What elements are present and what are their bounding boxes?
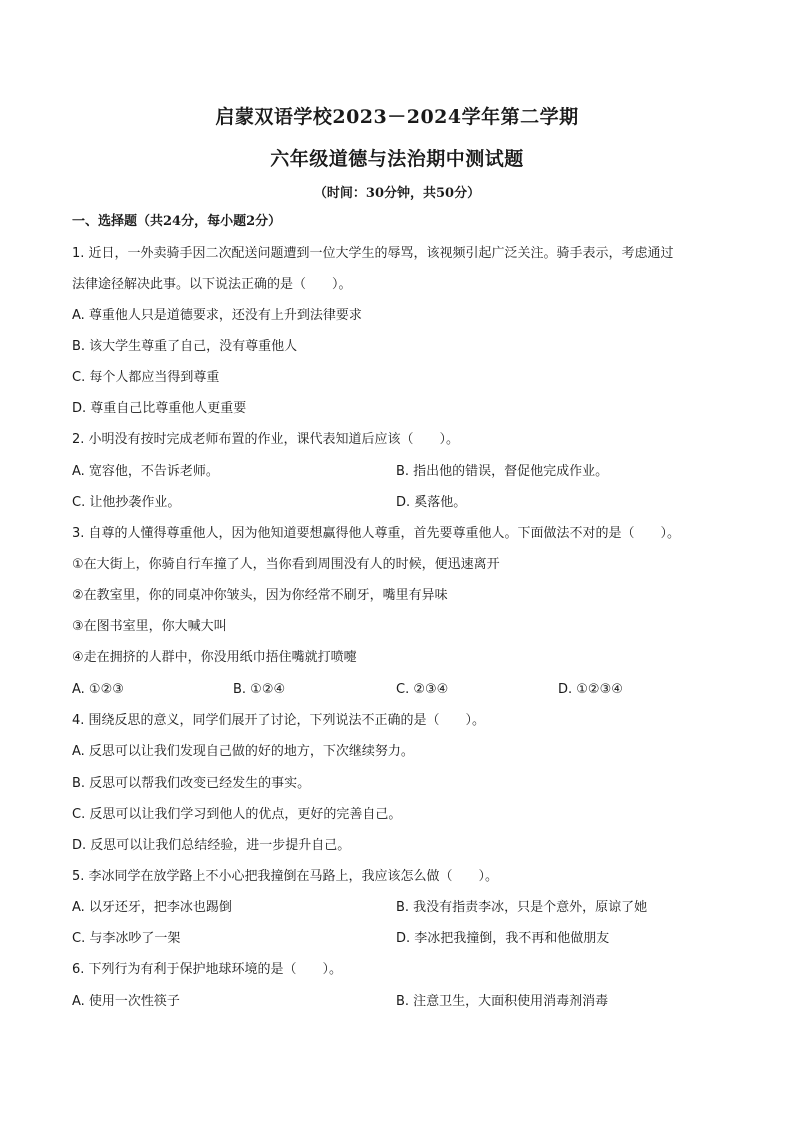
q1-stem-line2: 法律途径解决此事。以下说法正确的是（ ）。 xyxy=(72,277,352,292)
q3-item-4: ④走在拥挤的人群中，你没用纸巾捂住嘴就打喷嚏 xyxy=(72,650,357,665)
q4-option-d: D. 反思可以让我们总结经验，进一步提升自己。 xyxy=(72,838,351,853)
q4-stem: 4. 围绕反思的意义，同学们展开了讨论，下列说法不正确的是（ ）。 xyxy=(72,713,486,728)
q2-stem: 2. 小明没有按时完成老师布置的作业，课代表知道后应该（ ）。 xyxy=(72,432,460,447)
q6-option-b: B. 注意卫生，大面积使用消毒剂消毒 xyxy=(396,994,609,1009)
q1-option-c: C. 每个人都应当得到尊重 xyxy=(72,370,220,385)
q5-stem: 5. 李冰同学在放学路上不小心把我撞倒在马路上，我应该怎么做（ ）。 xyxy=(72,869,499,884)
exam-subtitle: （时间：30分钟，共50分） xyxy=(313,186,481,201)
q5-option-a: A. 以牙还牙，把李冰也踢倒 xyxy=(72,900,232,915)
q3-item-3: ③在图书室里，你大喊大叫 xyxy=(72,619,227,634)
q2-option-b: B. 指出他的错误，督促他完成作业。 xyxy=(396,464,609,479)
q6-option-a: A. 使用一次性筷子 xyxy=(72,994,180,1009)
q3-option-a: A. ①②③ xyxy=(72,682,124,697)
exam-title-line1: 启蒙双语学校2023－2024学年第二学期 xyxy=(215,106,579,128)
q6-stem: 6. 下列行为有利于保护地球环境的是（ ）。 xyxy=(72,962,343,977)
section-heading: 一、选择题（共24分，每小题2分） xyxy=(72,214,282,229)
q3-item-1: ①在大街上，你骑自行车撞了人，当你看到周围没有人的时候，便迅速离开 xyxy=(72,557,500,572)
q2-option-c: C. 让他抄袭作业。 xyxy=(72,495,181,510)
q3-option-c: C. ②③④ xyxy=(396,682,449,697)
q4-option-c: C. 反思可以让我们学习到他人的优点，更好的完善自己。 xyxy=(72,807,402,822)
q5-option-d: D. 李冰把我撞倒，我不再和他做朋友 xyxy=(396,931,610,946)
q1-option-b: B. 该大学生尊重了自己，没有尊重他人 xyxy=(72,339,298,354)
q1-option-a: A. 尊重他人只是道德要求，还没有上升到法律要求 xyxy=(72,308,362,323)
q5-option-b: B. 我没有指责李冰，只是个意外，原谅了她 xyxy=(396,900,648,915)
q5-option-c: C. 与李冰吵了一架 xyxy=(72,931,181,946)
q1-stem-line1: 1. 近日，一外卖骑手因二次配送问题遭到一位大学生的辱骂，该视频引起广泛关注。骑手表示，考虑通过 xyxy=(72,246,674,261)
q3-option-d: D. ①②③④ xyxy=(558,682,623,697)
q4-option-a: A. 反思可以让我们发现自己做的好的地方，下次继续努力。 xyxy=(72,744,414,759)
q3-stem: 3. 自尊的人懂得尊重他人，因为他知道要想赢得他人尊重，首先要尊重他人。下面做法不对的是（ ）。 xyxy=(72,526,681,541)
q2-option-a: A. 宽容他，不告诉老师。 xyxy=(72,464,219,479)
q2-option-d: D. 奚落他。 xyxy=(396,495,467,510)
q3-item-2: ②在教室里，你的同桌冲你皱头，因为你经常不刷牙，嘴里有异味 xyxy=(72,588,448,603)
q1-option-d: D. 尊重自己比尊重他人更重要 xyxy=(72,401,247,416)
q3-option-b: B. ①②④ xyxy=(233,682,286,697)
q4-option-b: B. 反思可以帮我们改变已经发生的事实。 xyxy=(72,776,311,791)
exam-title-line2: 六年级道德与法治期中测试题 xyxy=(270,148,524,170)
